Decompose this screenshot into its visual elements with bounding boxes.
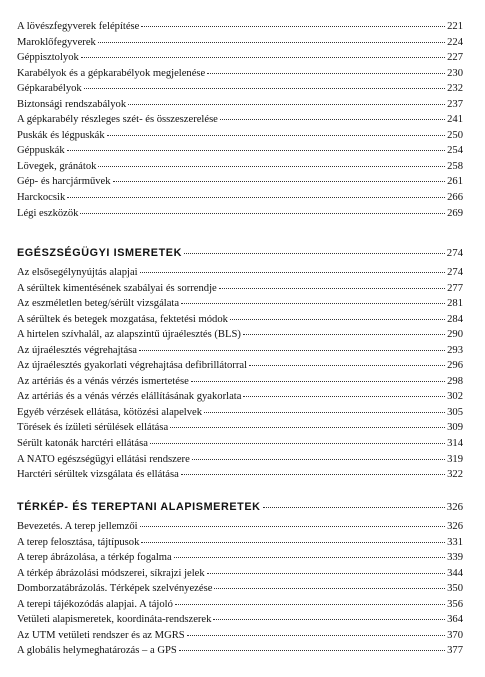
- toc-entry-page: 331: [447, 536, 463, 548]
- toc-entry-page: 277: [447, 282, 463, 294]
- toc-entry-page: 266: [447, 192, 463, 204]
- toc-entry-title: Sérült katonák harctéri ellátása: [17, 438, 148, 450]
- dot-leader: [140, 525, 446, 527]
- toc-entry-title: Az elsősegélynyújtás alapjai: [17, 267, 138, 278]
- toc-entry-title: A hirtelen szívhalál, az alapszintű újraélesztés (BLS): [17, 329, 241, 341]
- toc-section-heading[interactable]: [17, 499, 463, 515]
- toc-entry[interactable]: [17, 190, 463, 206]
- toc-entry[interactable]: [17, 112, 463, 128]
- dot-leader: [98, 165, 445, 167]
- dot-leader: [140, 271, 445, 273]
- toc-entry-page: 237: [447, 98, 463, 110]
- toc-entry-page: 305: [447, 406, 463, 418]
- section-heading-page: 274: [446, 247, 463, 259]
- toc-entry[interactable]: [17, 97, 463, 113]
- toc-entry-page: 302: [447, 391, 463, 403]
- toc-entry-page: 298: [447, 375, 463, 387]
- toc-entry-page: 281: [447, 298, 463, 310]
- toc-entry[interactable]: [17, 206, 463, 222]
- toc-entry-page: 284: [447, 313, 463, 325]
- toc-section-medical: [17, 245, 463, 483]
- dot-leader: [192, 458, 445, 460]
- toc-entry[interactable]: [17, 405, 463, 421]
- toc-entry-title: Géppuskák: [17, 145, 65, 157]
- toc-entry-title: A térkép ábrázolási módszerei, síkrajzi jelek: [17, 567, 205, 579]
- toc-entry-title: Az artériás és a vénás vérzés elállításának gyakorlata: [17, 391, 242, 403]
- toc-entry[interactable]: [17, 389, 463, 405]
- toc-entry[interactable]: [17, 436, 463, 452]
- toc-entry[interactable]: [17, 467, 463, 483]
- toc-section-maps: [17, 499, 463, 659]
- dot-leader: [141, 25, 445, 27]
- dot-leader: [141, 541, 445, 543]
- dot-leader: [181, 302, 445, 304]
- dot-leader: [98, 41, 445, 43]
- toc-entry-page: 241: [447, 114, 463, 126]
- toc-entry-title: Domborzatábrázolás. Térképek szelvényezése: [17, 583, 213, 595]
- toc-entry-page: 258: [447, 160, 463, 172]
- toc-entry-title: Harctéri sérültek vizsgálata és ellátása: [17, 469, 179, 481]
- toc-entry-title: Törések és ízületi sérülések ellátása: [17, 422, 169, 434]
- dot-leader: [207, 72, 445, 74]
- dot-leader: [80, 212, 445, 214]
- toc-entry-page: 350: [447, 583, 463, 595]
- toc-entry[interactable]: [17, 312, 463, 328]
- toc-entry-page: 339: [447, 552, 463, 564]
- toc-entry-title: A sérültek kimentésének szabályai és sorrendje: [17, 282, 217, 294]
- toc-entry[interactable]: [17, 35, 463, 51]
- toc-entry-page: 344: [447, 567, 463, 579]
- dot-leader: [179, 649, 445, 651]
- dot-leader: [187, 634, 445, 636]
- dot-leader: [107, 134, 445, 136]
- toc-entry-title: Harckocsik: [17, 192, 66, 204]
- toc-entry[interactable]: [17, 452, 463, 468]
- toc-entry-list: [17, 519, 463, 659]
- toc-section-heading[interactable]: [17, 245, 463, 261]
- toc-entry[interactable]: [17, 581, 463, 597]
- toc-entry-title: Karabélyok és a gépkarabélyok megjelenése: [17, 67, 206, 79]
- toc-entry[interactable]: [17, 519, 463, 535]
- toc-entry-title: Vetületi alapismeretek, koordináta-rendszerek: [17, 614, 212, 626]
- toc-entry[interactable]: [17, 535, 463, 551]
- dot-leader: [170, 426, 445, 428]
- toc-entry-page: 370: [447, 629, 463, 641]
- toc-entry-page: 221: [447, 21, 463, 32]
- toc-entry[interactable]: [17, 281, 463, 297]
- dot-leader: [249, 364, 445, 366]
- dot-leader: [84, 87, 445, 89]
- toc-entry-page: 356: [447, 598, 463, 610]
- toc-entry-title: Géppisztolyok: [17, 52, 79, 64]
- toc-entry-page: 319: [447, 453, 463, 465]
- toc-entry-page: 314: [447, 438, 463, 450]
- toc-entry[interactable]: [17, 66, 463, 82]
- dot-leader: [150, 442, 445, 444]
- toc-entry-page: 290: [447, 329, 463, 341]
- dot-leader: [191, 380, 445, 382]
- dot-leader: [174, 556, 445, 558]
- toc-entry-list: [17, 19, 463, 221]
- toc-entry[interactable]: [17, 19, 463, 35]
- toc-entry[interactable]: [17, 343, 463, 359]
- toc-entry-title: Gép- és harcjárművek: [17, 176, 111, 188]
- toc-entry[interactable]: [17, 628, 463, 644]
- toc-entry-title: Az újraélesztés gyakorlati végrehajtása defibrillátorral: [17, 360, 248, 372]
- dot-leader: [204, 411, 445, 413]
- dot-leader: [81, 56, 445, 58]
- toc-entry[interactable]: [17, 143, 463, 159]
- toc-entry-page: 364: [447, 614, 463, 626]
- toc-entry-page: 232: [447, 83, 463, 95]
- toc-entry-title: A terep felosztása, tájtípusok: [17, 536, 140, 548]
- toc-entry[interactable]: [17, 358, 463, 374]
- toc-entry[interactable]: [17, 296, 463, 312]
- toc-entry-page: 293: [447, 344, 463, 356]
- toc-entry[interactable]: [17, 50, 463, 66]
- toc-entry-title: A gépkarabély részleges szét- és összeszerelése: [17, 114, 218, 126]
- toc-entry-title: Maroklőfegyverek: [17, 36, 96, 48]
- toc-entry-page: 261: [447, 176, 463, 188]
- dot-leader: [214, 587, 445, 589]
- toc-entry-page: 326: [447, 521, 463, 532]
- dot-leader: [181, 473, 445, 475]
- dot-leader: [128, 103, 445, 105]
- dot-leader: [219, 287, 445, 289]
- toc-entry[interactable]: [17, 159, 463, 175]
- toc-entry-title: A terep ábrázolása, a térkép fogalma: [17, 552, 172, 564]
- dot-leader: [243, 395, 445, 397]
- toc-entry-title: Biztonsági rendszabályok: [17, 98, 127, 110]
- dot-leader: [243, 333, 445, 335]
- toc-entry-page: 269: [447, 207, 463, 219]
- toc-entry-title: A NATO egészségügyi ellátási rendszere: [17, 453, 190, 465]
- section-heading-page: 326: [446, 501, 463, 513]
- toc-entry-page: 224: [447, 36, 463, 48]
- toc-entry-title: Légi eszközök: [17, 207, 79, 219]
- toc-entry-page: 296: [447, 360, 463, 372]
- toc-entry-page: 254: [447, 145, 463, 157]
- section-heading-title: EGÉSZSÉGÜGYI ISMERETEK: [17, 247, 182, 259]
- toc-entry[interactable]: [17, 550, 463, 566]
- dot-leader: [139, 349, 445, 351]
- dot-leader: [213, 618, 445, 620]
- toc-entry-title: Az artériás és a vénás vérzés ismertetése: [17, 375, 189, 387]
- toc-entry-title: A globális helymeghatározás – a GPS: [17, 645, 177, 657]
- toc-entry-title: Gépkarabélyok: [17, 83, 82, 95]
- toc-entry-page: 309: [447, 422, 463, 434]
- toc-entry[interactable]: [17, 566, 463, 582]
- dot-leader: [67, 196, 445, 198]
- toc-entry-list: [17, 265, 463, 483]
- toc-entry[interactable]: [17, 612, 463, 628]
- toc-entry-page: 377: [447, 645, 463, 657]
- section-heading-title: TÉRKÉP- ÉS TEREPTANI ALAPISMERETEK: [17, 501, 261, 513]
- toc-entry-title: Az UTM vetületi rendszer és az MGRS: [17, 629, 185, 641]
- dot-leader: [175, 603, 445, 605]
- toc-entry[interactable]: [17, 420, 463, 436]
- dot-leader: [263, 506, 445, 508]
- toc-entry-title: Lövegek, gránátok: [17, 160, 97, 172]
- toc-entry-title: Az újraélesztés végrehajtása: [17, 344, 137, 356]
- dot-leader: [220, 118, 445, 120]
- toc-entry[interactable]: [17, 265, 463, 281]
- toc-entry-page: 250: [447, 129, 463, 141]
- toc-entry-title: A lövészfegyverek felépítése: [17, 21, 140, 32]
- toc-entry-title: Puskák és légpuskák: [17, 129, 105, 141]
- toc-entry[interactable]: [17, 81, 463, 97]
- toc-entry-page: 230: [447, 67, 463, 79]
- toc-entry-title: A terepi tájékozódás alapjai. A tájoló: [17, 598, 173, 610]
- dot-leader: [67, 149, 445, 151]
- dot-leader: [184, 252, 445, 254]
- dot-leader: [207, 572, 445, 574]
- toc-section-weapons: [17, 19, 463, 221]
- toc-entry[interactable]: [17, 643, 463, 659]
- toc-entry-title: Bevezetés. A terep jellemzői: [17, 521, 138, 532]
- dot-leader: [113, 180, 446, 182]
- toc-entry[interactable]: [17, 128, 463, 144]
- toc-entry-title: Az eszméletlen beteg/sérült vizsgálata: [17, 298, 180, 310]
- toc-entry[interactable]: [17, 174, 463, 190]
- toc-entry-page: 227: [447, 52, 463, 64]
- toc-entry-page: 322: [447, 469, 463, 481]
- toc-entry[interactable]: [17, 597, 463, 613]
- toc-entry-title: Egyéb vérzések ellátása, kötözési alapelvek: [17, 406, 203, 418]
- toc-entry-title: A sérültek és betegek mozgatása, fektetési módok: [17, 313, 228, 325]
- toc-entry[interactable]: [17, 327, 463, 343]
- toc-entry-page: 274: [447, 267, 463, 278]
- toc-entry[interactable]: [17, 374, 463, 390]
- dot-leader: [230, 318, 445, 320]
